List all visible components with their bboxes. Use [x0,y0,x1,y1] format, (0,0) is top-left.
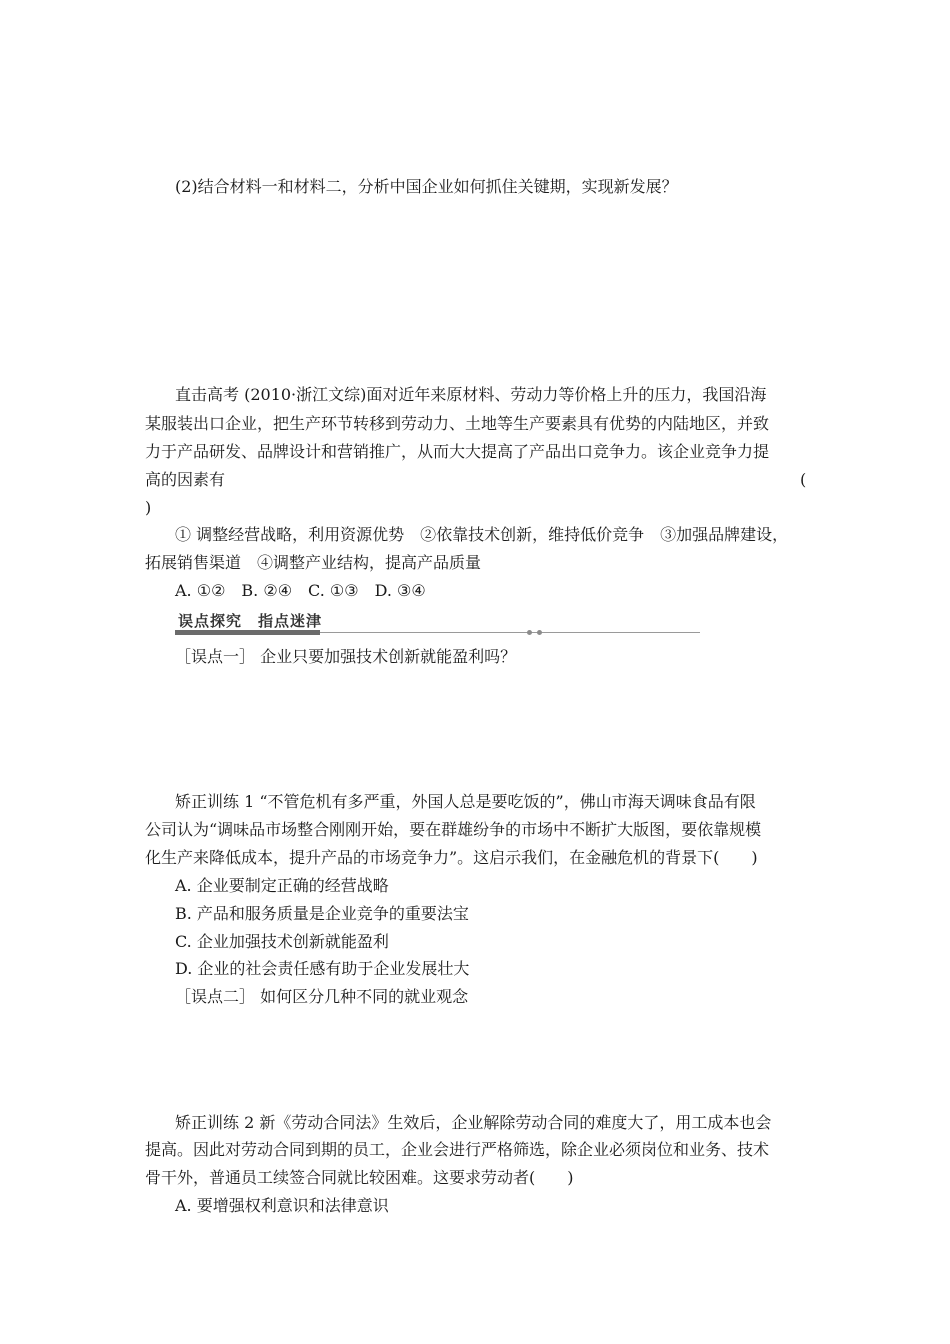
gaokao-line-1: 直击高考 (2010·浙江文综)面对近年来原材料、劳动力等价格上升的压力，我国沿海 [175,385,767,404]
training-2-line-2: 提高。因此对劳动合同到期的员工，企业会进行严格筛选，除企业必须岗位和业务、技术 [145,1140,770,1159]
section-header [175,612,545,638]
wudian-1: ［误点一］ 企业只要加强技术创新就能盈利吗？ [175,647,517,666]
training-1-line-2: 公司认为“调味品市场整合刚刚开始，要在群雄纷争的市场中不断扩大版图，要依靠规模 [145,820,762,839]
gaokao-line-3: 力于产品研发、品牌设计和营销推广，从而大大提高了产品出口竞争力。该企业竞争力提 [145,442,770,461]
training-2-line-3: 骨干外，普通员工续签合同就比较困难。这要求劳动者( ) [145,1168,574,1187]
section-dot-1 [527,630,532,635]
gaokao-line-4: 高的因素有 [145,470,226,489]
section-title: 误点探究 指点迷津 [178,612,323,630]
section-bar [175,630,320,635]
gaokao-options-line-1: ① 调整经营战略，利用资源优势 ②依靠技术创新，维持低价竞争 ③加强品牌建设， [175,525,789,544]
training-2-option-a: A. 要增强权利意识和法律意识 [175,1196,389,1215]
section-rule [320,632,700,633]
training-1-option-b: B. 产品和服务质量是企业竞争的重要法宝 [175,904,469,923]
training-1-option-d: D. 企业的社会责任感有助于企业发展壮大 [175,959,470,978]
question-2: (2)结合材料一和材料二，分析中国企业如何抓住关键期，实现新发展？ [175,177,678,196]
gaokao-options-line-2: 拓展销售渠道 ④调整产业结构，提高产品质量 [145,553,482,572]
section-dot-2 [537,630,542,635]
training-1-option-a: A. 企业要制定正确的经营战略 [175,876,389,895]
answer-paren-close: ) [145,498,152,517]
training-2-line-1: 矫正训练 2 新《劳动合同法》生效后，企业解除劳动合同的难度大了，用工成本也会 [175,1113,772,1132]
training-1-line-3: 化生产来降低成本，提升产品的市场竞争力”。这启示我们，在金融危机的背景下( ) [145,848,758,867]
wudian-2: ［误点二］ 如何区分几种不同的就业观念 [175,987,469,1006]
training-1-line-1: 矫正训练 1 “不管危机有多严重，外国人总是要吃饭的”，佛山市海天调味食品有限 [175,792,756,811]
training-1-option-c: C. 企业加强技术创新就能盈利 [175,932,389,951]
gaokao-line-2: 某服装出口企业，把生产环节转移到劳动力、土地等生产要素具有优势的内陆地区，并致 [145,414,770,433]
gaokao-choices: A. ①② B. ②④ C. ①③ D. ③④ [175,581,426,600]
answer-paren-open: ( [800,470,807,489]
